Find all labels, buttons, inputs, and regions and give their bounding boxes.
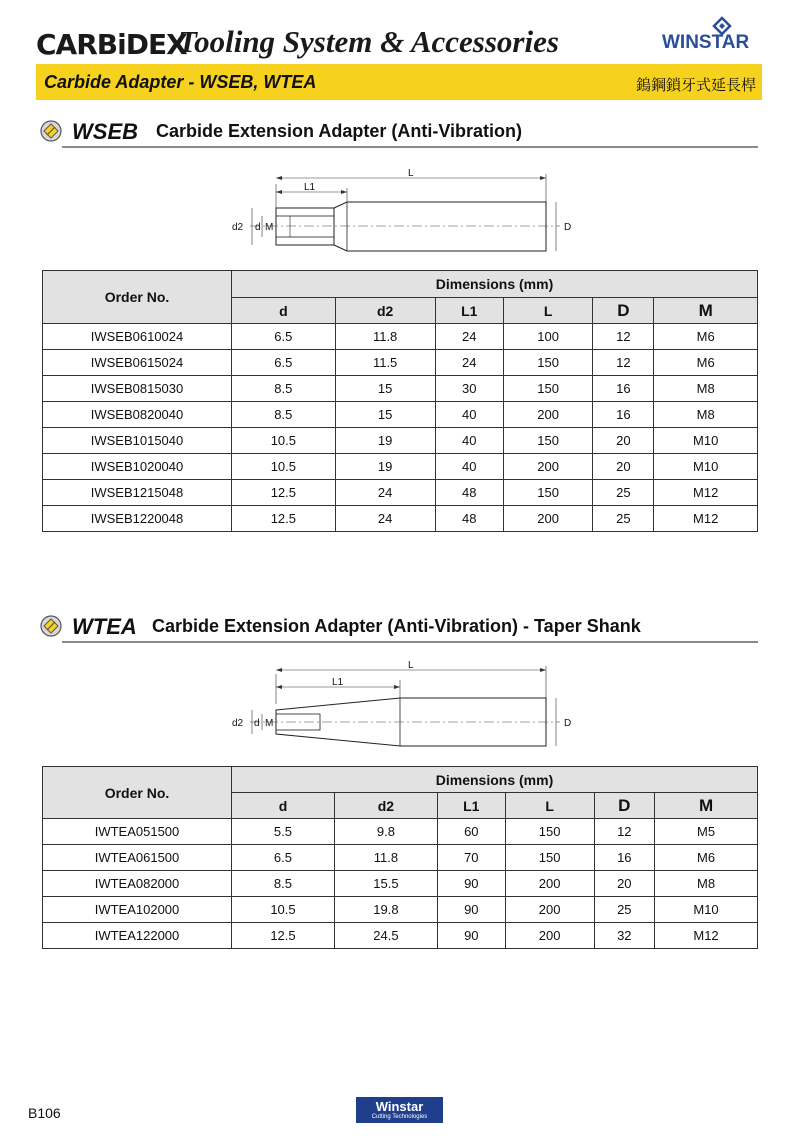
dimensions-group-header: Dimensions (mm) — [232, 271, 758, 298]
table-row — [43, 506, 758, 532]
dimension-cell: 200 — [503, 506, 592, 532]
dimension-cell: 200 — [503, 454, 592, 480]
footer-logo-name: Winstar — [375, 1099, 424, 1114]
dimension-cell: 60 — [437, 819, 505, 845]
table-row — [43, 871, 758, 897]
dimension-cell: 10.5 — [232, 897, 335, 923]
dimension-cell: 10.5 — [232, 428, 336, 454]
carbidex-logo: CARBiDEX — [36, 28, 187, 61]
banner-title: Carbide Adapter - WSEB, WTEA — [44, 72, 317, 92]
table-row — [43, 324, 758, 350]
dimension-cell: 9.8 — [334, 819, 437, 845]
dimension-cell: 90 — [437, 897, 505, 923]
dimension-cell: M12 — [655, 923, 758, 949]
order-number-cell: IWTEA122000 — [43, 923, 232, 949]
dimension-cell: 24 — [435, 350, 503, 376]
col-header-D: D — [593, 298, 654, 324]
dimension-cell: 25 — [593, 506, 654, 532]
winstar-logo — [662, 16, 762, 56]
col-header-d: d — [232, 793, 335, 819]
dimension-cell: 5.5 — [232, 819, 335, 845]
table-row — [43, 376, 758, 402]
table-row — [43, 350, 758, 376]
dimension-cell: 19 — [335, 454, 435, 480]
wtea-dimensions-table — [42, 766, 758, 949]
dimension-cell: 24 — [335, 506, 435, 532]
dimension-cell: 15 — [335, 376, 435, 402]
dimension-cell: 150 — [503, 376, 592, 402]
dimension-cell: 16 — [593, 376, 654, 402]
dimension-cell: M5 — [655, 819, 758, 845]
order-number-cell: IWTEA082000 — [43, 871, 232, 897]
wseb-drawing — [220, 164, 590, 254]
order-number-cell: IWSEB1215048 — [43, 480, 232, 506]
dimension-cell: M6 — [654, 350, 758, 376]
order-no-header: Order No. — [43, 271, 232, 324]
dim-label-d2: d2 — [232, 222, 244, 233]
footer-logo-badge — [356, 1097, 443, 1123]
dimension-cell: 32 — [594, 923, 655, 949]
dimension-cell: 48 — [435, 506, 503, 532]
dimension-cell: 12.5 — [232, 506, 336, 532]
dim-label-L1: L1 — [332, 677, 344, 688]
dimension-cell: 19.8 — [334, 897, 437, 923]
table-row — [43, 845, 758, 871]
col-header-L: L — [503, 298, 592, 324]
col-header-L1: L1 — [437, 793, 505, 819]
dimension-cell: M10 — [654, 454, 758, 480]
dim-label-M: M — [265, 718, 274, 729]
dimension-cell: 24.5 — [334, 923, 437, 949]
col-header-d2: d2 — [335, 298, 435, 324]
dimension-cell: 12 — [594, 819, 655, 845]
dimension-cell: 24 — [335, 480, 435, 506]
dimension-cell: 12 — [593, 350, 654, 376]
dim-label-L: L — [408, 660, 414, 671]
dimension-cell: 11.8 — [334, 845, 437, 871]
dimension-cell: 16 — [593, 402, 654, 428]
dimension-cell: M10 — [655, 897, 758, 923]
table-row — [43, 819, 758, 845]
dimension-cell: 30 — [435, 376, 503, 402]
dimension-cell: 20 — [593, 454, 654, 480]
dim-label-D: D — [564, 718, 572, 729]
dimension-cell: 200 — [505, 923, 594, 949]
banner-chinese-title: 鎢鋼鎖牙式延長桿 — [635, 77, 756, 94]
dim-label-L1: L1 — [304, 182, 316, 193]
col-header-L1: L1 — [435, 298, 503, 324]
dimensions-group-header: Dimensions (mm) — [232, 767, 758, 793]
order-number-cell: IWSEB0815030 — [43, 376, 232, 402]
dimension-cell: 16 — [594, 845, 655, 871]
dimension-cell: 25 — [594, 897, 655, 923]
section-divider — [62, 146, 758, 148]
dimension-cell: 200 — [503, 402, 592, 428]
col-header-M: M — [655, 793, 758, 819]
dimension-cell: 90 — [437, 923, 505, 949]
order-number-cell: IWSEB0610024 — [43, 324, 232, 350]
section-code: WTEA — [72, 614, 137, 639]
dimension-cell: 90 — [437, 871, 505, 897]
dimension-cell: 20 — [593, 428, 654, 454]
dimension-cell: M12 — [654, 480, 758, 506]
dimension-cell: M8 — [654, 402, 758, 428]
dimension-cell: 40 — [435, 454, 503, 480]
order-number-cell: IWSEB1020040 — [43, 454, 232, 480]
dimension-cell: 25 — [593, 480, 654, 506]
page-title: Tooling System & Accessories — [178, 24, 559, 59]
dimension-cell: 150 — [503, 480, 592, 506]
order-number-cell: IWSEB0615024 — [43, 350, 232, 376]
dimension-cell: M8 — [655, 871, 758, 897]
dimension-cell: 6.5 — [232, 350, 336, 376]
dimension-cell: 8.5 — [232, 402, 336, 428]
section-divider — [62, 641, 758, 643]
dimension-cell: 6.5 — [232, 845, 335, 871]
dim-label-d: d — [255, 222, 261, 233]
dimension-cell: 12 — [593, 324, 654, 350]
col-header-M: M — [654, 298, 758, 324]
dimension-cell: 11.5 — [335, 350, 435, 376]
dimension-cell: 6.5 — [232, 324, 336, 350]
dimension-cell: 12.5 — [232, 480, 336, 506]
page-number: B106 — [28, 1105, 61, 1121]
wtea-drawing — [220, 660, 590, 750]
dimension-cell: M10 — [654, 428, 758, 454]
dimension-cell: 20 — [594, 871, 655, 897]
dimension-cell: M12 — [654, 506, 758, 532]
dim-label-M: M — [265, 222, 274, 233]
dimension-cell: 150 — [503, 428, 592, 454]
section-description: Carbide Extension Adapter (Anti-Vibration) — [156, 121, 523, 141]
col-header-d: d — [232, 298, 336, 324]
dimension-cell: M6 — [654, 324, 758, 350]
order-number-cell: IWSEB1220048 — [43, 506, 232, 532]
table-row — [43, 923, 758, 949]
dimension-cell: 48 — [435, 480, 503, 506]
dimension-cell: 8.5 — [232, 871, 335, 897]
section-description: Carbide Extension Adapter (Anti-Vibration) - Taper Shank — [152, 616, 641, 636]
table-row — [43, 897, 758, 923]
order-number-cell: IWTEA051500 — [43, 819, 232, 845]
dimension-cell: 12.5 — [232, 923, 335, 949]
dimension-cell: 200 — [505, 871, 594, 897]
dimension-cell: 24 — [435, 324, 503, 350]
dim-label-L: L — [408, 168, 414, 179]
dimension-cell: 15 — [335, 402, 435, 428]
dimension-cell: 40 — [435, 402, 503, 428]
wseb-dimensions-table — [42, 270, 758, 532]
dimension-cell: 40 — [435, 428, 503, 454]
dimension-cell: 150 — [503, 350, 592, 376]
table-row — [43, 480, 758, 506]
winstar-wordmark: WINSTAR — [662, 32, 750, 53]
table-row — [43, 428, 758, 454]
dimension-cell: 150 — [505, 819, 594, 845]
dimension-cell: 8.5 — [232, 376, 336, 402]
dim-label-d: d — [254, 718, 260, 729]
table-row — [43, 454, 758, 480]
tool-badge-icon — [40, 120, 62, 142]
col-header-D: D — [594, 793, 655, 819]
footer-logo-tagline: Cutting Technologies — [371, 1114, 428, 1120]
order-no-header: Order No. — [43, 767, 232, 819]
dim-label-D: D — [564, 222, 572, 233]
dimension-cell: 10.5 — [232, 454, 336, 480]
dimension-cell: 70 — [437, 845, 505, 871]
dimension-cell: M6 — [655, 845, 758, 871]
col-header-d2: d2 — [334, 793, 437, 819]
dimension-cell: 11.8 — [335, 324, 435, 350]
dim-label-d2: d2 — [232, 718, 244, 729]
order-number-cell: IWSEB1015040 — [43, 428, 232, 454]
dimension-cell: 150 — [505, 845, 594, 871]
dimension-cell: 200 — [505, 897, 594, 923]
tool-badge-icon — [40, 615, 62, 637]
dimension-cell: M8 — [654, 376, 758, 402]
col-header-L: L — [505, 793, 594, 819]
table-row — [43, 402, 758, 428]
dimension-cell: 100 — [503, 324, 592, 350]
order-number-cell: IWTEA061500 — [43, 845, 232, 871]
order-number-cell: IWTEA102000 — [43, 897, 232, 923]
dimension-cell: 15.5 — [334, 871, 437, 897]
order-number-cell: IWSEB0820040 — [43, 402, 232, 428]
section-code: WSEB — [72, 119, 138, 144]
dimension-cell: 19 — [335, 428, 435, 454]
